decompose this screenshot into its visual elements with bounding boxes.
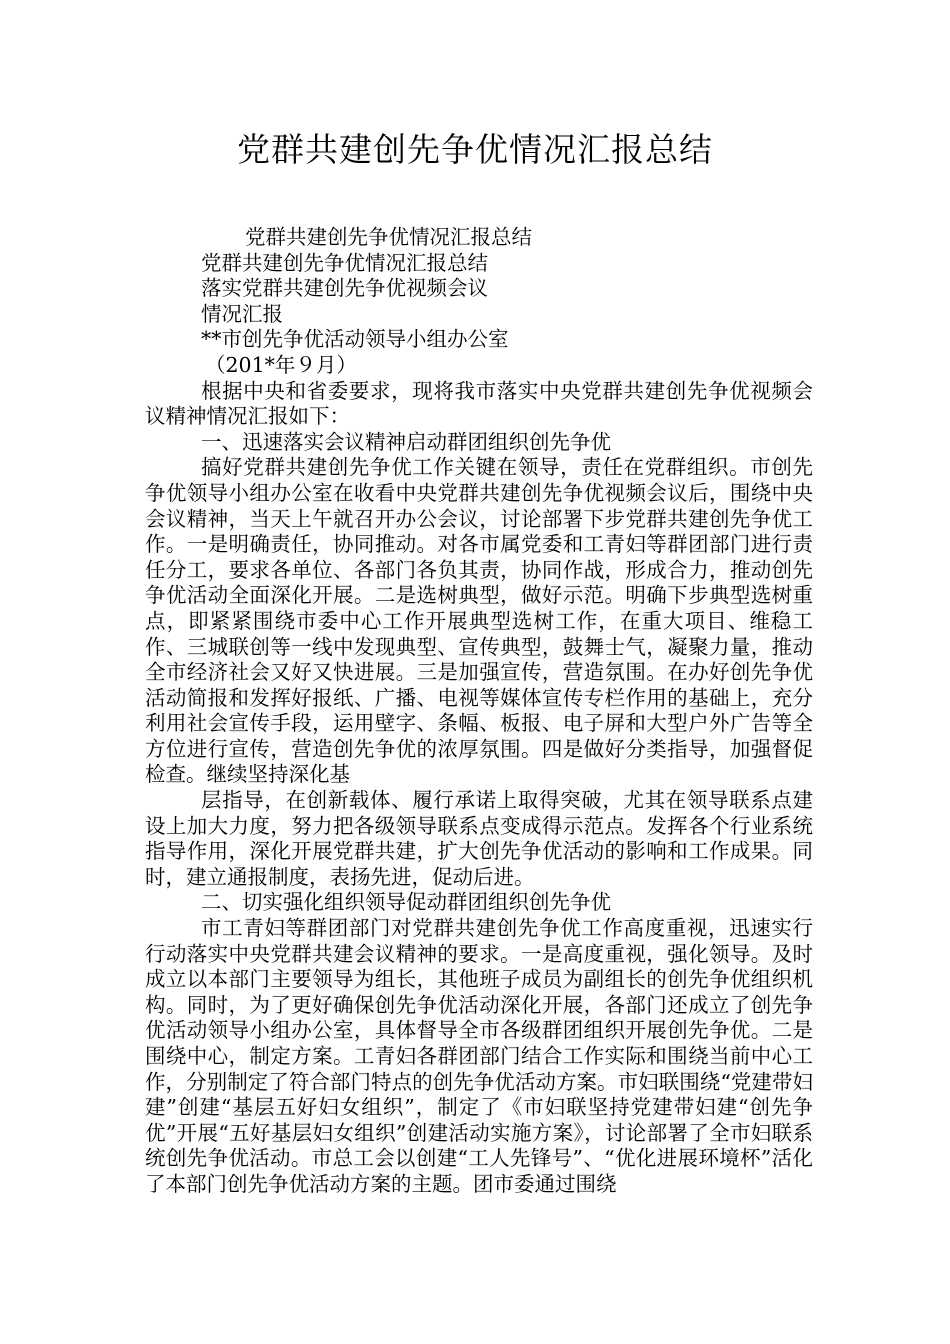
document-body bbox=[145, 225, 813, 1198]
body-paragraph: 市工青妇等群团部门对党群共建创先争优工作高度重视，迅速实行行动落实中央党群共建会议精神的要求。一是高度重视，强化领导。及时成立以本部门主要领导为组长，其他班子成员为副组长的创先争优组织机构。同时，为了更好确保创先争优活动深化开展，各部门还成立了创先争优活动领导小组办公室，具体督导全市各级群团组织开展创先争优。二是围绕中心，制定方案。工青妇各群团部门结合工作实际和围绕当前中心工作，分别制定了符合部门特点的创先争优活动方案。市妇联围绕“党建带妇建”创建“基层五好妇女组织”，制定了《市妇联坚持党建带妇建“创先争优”开展“五好基层妇女组织”创建活动实施方案》，讨论部署了全市妇联系统创先争优活动。市总工会以创建“工人先锋号”、“优化进展环境杯”活化了本部门创先争优活动方案的主题。团市委通过围绕 bbox=[145, 916, 813, 1196]
heading-line: 党群共建创先争优情况汇报总结 bbox=[245, 225, 532, 249]
heading-line: 落实党群共建创先争优视频会议 bbox=[201, 276, 488, 301]
section-heading: 二、切实强化组织领导促动群团组织创先争优 bbox=[201, 890, 611, 915]
heading-line: 情况汇报 bbox=[201, 301, 283, 326]
document-title: 党群共建创先争优情况汇报总结 bbox=[237, 130, 713, 169]
body-paragraph: 搞好党群共建创先争优工作关键在领导，责任在党群组织。市创先争优领导小组办公室在收看中央党群共建创先争优视频会议后，围绕中央会议精神，当天上午就召开办公会议，讨论部署下步党群共建创先争优工作。一是明确责任，协同推动。对各市属党委和工青妇等群团部门进行责任分工，要求各单位、各部门各负其责，协同作战，形成合力，推动创先争优活动全面深化开展。二是选树典型，做好示范。明确下步典型选树重点，即紧紧围绕市委中心工作开展典型选树工作，在重大项目、维稳工作、三城联创等一线中发现典型、宣传典型，鼓舞士气，凝聚力量，推动全市经济社会又好又快进展。三是加强宣传，营造氛围。在办好创先争优活动简报和发挥好报纸、广播、电视等媒体宣传专栏作用的基础上，充分利用社会宣传手段，运用壁字、条幅、板报、电子屏和大型户外广告等全方位进行宣传，营造创先争优的浓厚氛围。四是做好分类指导，加强督促检查。继续坚持深化基 bbox=[145, 455, 813, 787]
date-line: （201*年９月） bbox=[205, 352, 357, 377]
heading-line: 党群共建创先争优情况汇报总结 bbox=[201, 250, 488, 275]
body-paragraph: 根据中央和省委要求，现将我市落实中央党群共建创先争优视频会议精神情况汇报如下： bbox=[145, 378, 813, 429]
body-paragraph: 层指导，在创新载体、履行承诺上取得突破，尤其在领导联系点建设上加大力度，努力把各级领导联系点变成得示范点。发挥各个行业系统指导作用，深化开展党群共建，扩大创先争优活动的影响和工作成果。同时，建立通报制度，表扬先进，促动后进。 bbox=[145, 788, 813, 889]
section-heading: 一、迅速落实会议精神启动群团组织创先争优 bbox=[201, 429, 611, 454]
issuer-line: **市创先争优活动领导小组办公室 bbox=[201, 327, 509, 352]
